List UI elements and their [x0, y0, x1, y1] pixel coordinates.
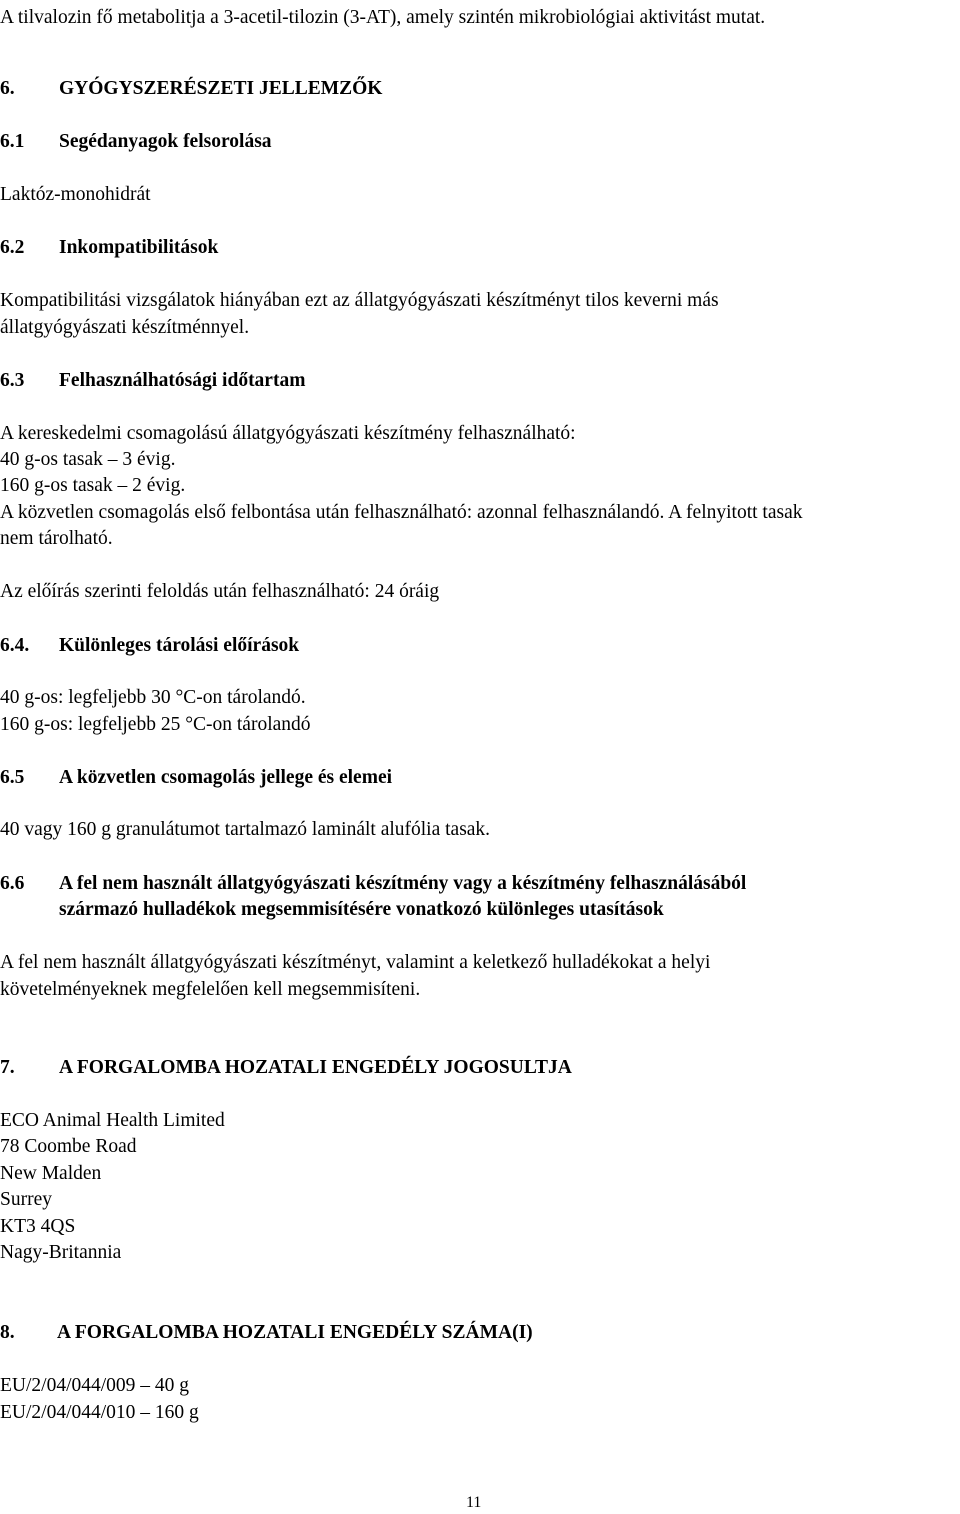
paragraph-line: 40 vagy 160 g granulátumot tartalmazó laminált alufólia tasak. [0, 819, 491, 840]
address-line: ECO Animal Health Limited [0, 1110, 225, 1131]
paragraph-line: Kompatibilitási vizsgálatok hiányában ezt az állatgyógyászati készítményt tilos keverni más [0, 290, 719, 311]
section-title: GYÓGYSZERÉSZETI JELLEMZŐK [59, 78, 383, 99]
section-number: 6.6 [0, 873, 25, 894]
paragraph-line: állatgyógyászati készítménnyel. [0, 317, 250, 338]
section-title: A FORGALOMBA HOZATALI ENGEDÉLY JOGOSULTJA [59, 1057, 572, 1078]
authorisation-number: EU/2/04/044/010 – 160 g [0, 1402, 199, 1423]
section-title: Segédanyagok felsorolása [59, 131, 272, 152]
paragraph-line: 40 g-os: legfeljebb 30 °C-on tárolandó. [0, 687, 306, 708]
section-title: A FORGALOMBA HOZATALI ENGEDÉLY SZÁMA(I) [57, 1322, 533, 1343]
section-number: 6. [0, 78, 15, 99]
section-title-continued: származó hulladékok megsemmisítésére vonatkozó különleges utasítások [59, 899, 664, 920]
section-title: Felhasználhatósági időtartam [59, 370, 306, 391]
section-8-heading [0, 1321, 533, 1345]
section-title: A fel nem használt állatgyógyászati készítmény vagy a készítmény felhasználásából [59, 873, 747, 894]
section-number: 6.3 [0, 370, 25, 391]
page-number: 11 [466, 1494, 482, 1511]
paragraph-line: nem tárolható. [0, 528, 113, 549]
paragraph-line: követelményeknek megfelelően kell megsemmisíteni. [0, 979, 421, 1000]
section-6-3-heading [0, 369, 305, 393]
paragraph-line: 160 g-os tasak – 2 évig. [0, 475, 186, 496]
section-6-4-heading [0, 634, 299, 658]
authorisation-number: EU/2/04/044/009 – 40 g [0, 1375, 190, 1396]
section-number: 8. [0, 1322, 15, 1343]
paragraph-line: 160 g-os: legfeljebb 25 °C-on tárolandó [0, 714, 311, 735]
section-6-2-heading [0, 236, 218, 260]
section-7-heading [0, 1056, 572, 1080]
paragraph-line: A kereskedelmi csomagolású állatgyógyászati készítmény felhasználható: [0, 423, 576, 444]
intro-text: A tilvalozin fő metabolitja a 3-acetil-tilozin (3-AT), amely szintén mikrobiológiai aktivitást mutat. [0, 7, 766, 28]
section-6-6-heading [0, 872, 746, 896]
section-6-heading [0, 77, 382, 101]
section-number: 6.4. [0, 635, 30, 656]
section-6-1-heading [0, 130, 272, 154]
section-number: 6.1 [0, 131, 25, 152]
address-line: New Malden [0, 1163, 102, 1184]
paragraph-line: 40 g-os tasak – 3 évig. [0, 449, 176, 470]
excipient-text: Laktóz-monohidrát [0, 184, 151, 205]
address-line: Surrey [0, 1189, 52, 1210]
paragraph-line: A közvetlen csomagolás első felbontása után felhasználható: azonnal felhasználandó. A felnyitott tasak [0, 502, 803, 523]
section-number: 7. [0, 1057, 15, 1078]
section-number: 6.2 [0, 237, 25, 258]
paragraph-line: A fel nem használt állatgyógyászati készítményt, valamint a keletkező hulladékokat a helyi [0, 952, 711, 973]
section-title: Különleges tárolási előírások [59, 635, 300, 656]
address-line: 78 Coombe Road [0, 1136, 137, 1157]
section-title: Inkompatibilitások [59, 237, 219, 258]
address-line: Nagy-Britannia [0, 1242, 122, 1263]
section-number: 6.5 [0, 767, 25, 788]
section-6-5-heading [0, 766, 392, 790]
paragraph-line: Az előírás szerinti feloldás után felhasználható: 24 óráig [0, 581, 440, 602]
address-line: KT3 4QS [0, 1216, 76, 1237]
section-title: A közvetlen csomagolás jellege és elemei [59, 767, 393, 788]
